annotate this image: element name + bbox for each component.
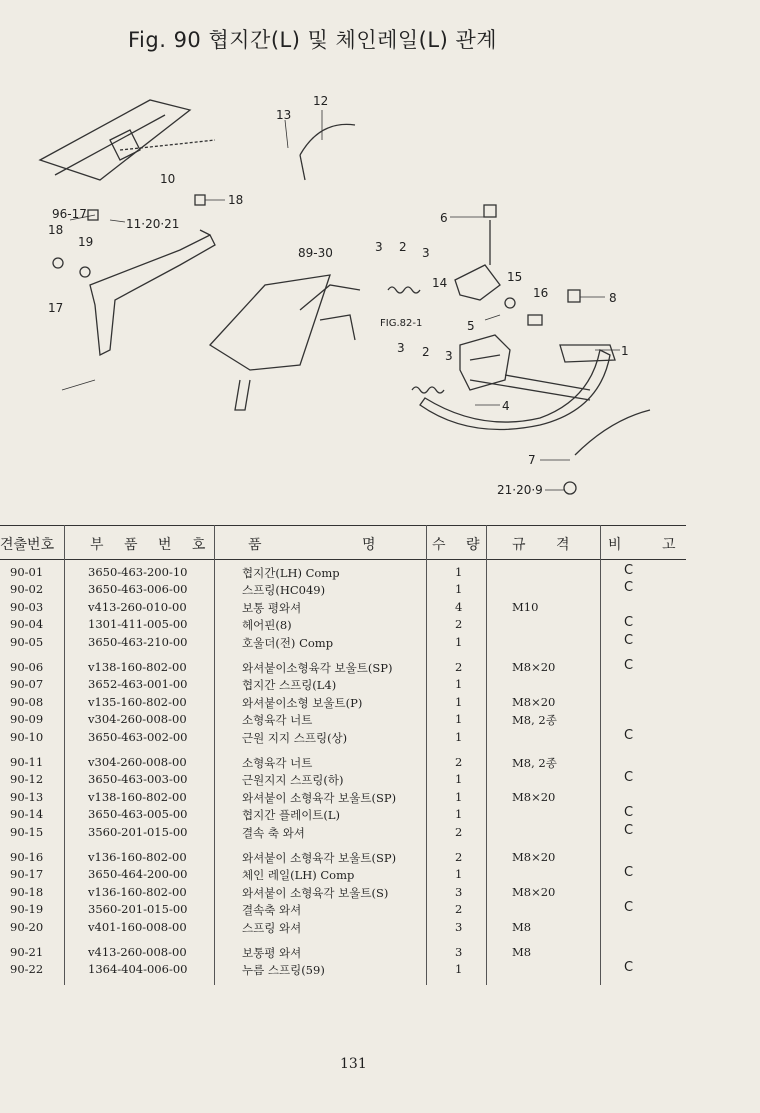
table-row (0, 677, 686, 695)
callout-label: 96-17 (52, 207, 87, 221)
callout-label: 1 (621, 344, 629, 358)
quantity: 1 (455, 867, 463, 882)
part-number: v138-160-802-00 (88, 660, 187, 674)
callout-label: 19 (78, 235, 94, 249)
part-name: 근원지지 스프링(하) (242, 773, 344, 788)
quantity: 1 (455, 729, 463, 744)
specification: M8, 2종 (512, 713, 557, 728)
table-row (0, 920, 686, 938)
table-row (0, 727, 686, 748)
quantity: 1 (455, 677, 463, 692)
table-row (0, 582, 686, 600)
remark: C (624, 770, 634, 786)
table-row (0, 807, 686, 825)
table-row (0, 850, 686, 868)
header-spec: 규 격 (512, 537, 578, 553)
part-name: 헤어핀(8) (242, 618, 292, 633)
part-name: 누름 스프링(59) (242, 963, 325, 978)
quantity: 3 (455, 919, 463, 934)
specification: M8×20 (512, 884, 556, 899)
specification: M8×20 (512, 850, 556, 864)
part-number: 3650-463-005-00 (88, 807, 188, 822)
diagram-lines (40, 100, 650, 494)
quantity: 1 (455, 582, 463, 597)
table-row (0, 600, 686, 618)
quantity: 2 (455, 617, 463, 632)
header-part: 부 품 번 호 (90, 537, 214, 553)
part-index: 90-19 (10, 902, 44, 917)
part-number: v304-260-008-00 (88, 755, 187, 769)
part-name: 체인 레일(LH) Comp (242, 868, 355, 883)
table-header-rule (0, 559, 686, 560)
leader-lines (62, 110, 620, 490)
callout-label: 18 (48, 223, 64, 237)
page-number: 131 (340, 1056, 367, 1072)
part-number: 3560-201-015-00 (88, 902, 188, 917)
callout-label: 17 (48, 301, 64, 315)
specification: M8, 2종 (512, 756, 557, 770)
table-row (0, 755, 686, 773)
callout-label: 8 (609, 291, 617, 305)
part-name: 협지간(LH) Comp (242, 566, 340, 580)
quantity: 1 (455, 962, 463, 977)
part-index: 90-21 (10, 945, 44, 959)
header-qty: 수 량 (432, 537, 488, 553)
part-index: 90-06 (10, 660, 44, 674)
remark: C (624, 580, 634, 596)
quantity: 1 (455, 694, 463, 709)
part-index: 90-17 (10, 867, 44, 882)
part-index: 90-10 (10, 729, 44, 744)
specification: M8×20 (512, 694, 556, 709)
remark: C (624, 632, 634, 648)
header-name: 품 명 (248, 537, 384, 553)
table-row (0, 822, 686, 843)
specification: M8 (512, 919, 532, 934)
remark: C (624, 900, 634, 916)
part-number: v136-160-802-00 (88, 850, 187, 864)
remark: C (624, 563, 634, 578)
part-name: 와셔붙이소형육각 보울트(SP) (242, 661, 393, 675)
part-number: 3650-463-200-10 (88, 565, 188, 579)
quantity: 1 (455, 807, 463, 822)
part-name: 와셔붙이 소형육각 보울트(S) (242, 885, 389, 900)
table-row (0, 902, 686, 920)
part-number: v401-160-008-00 (88, 919, 187, 934)
part-name: 소형육각 너트 (242, 756, 313, 770)
callout-label: FIG.82-1 (380, 318, 423, 329)
quantity: 2 (455, 824, 463, 839)
part-name: 근원 지지 스프링(상) (242, 730, 348, 745)
specification: M8×20 (512, 660, 556, 674)
part-name: 협지간 스프링(L4) (242, 678, 337, 693)
part-index: 90-05 (10, 634, 44, 649)
callout-label: 7 (528, 453, 536, 467)
remark: C (624, 615, 634, 631)
part-index: 90-20 (10, 919, 44, 934)
part-name: 소형육각 너트 (242, 713, 313, 728)
quantity: 2 (455, 660, 463, 674)
part-index: 90-22 (10, 962, 44, 977)
quantity: 1 (455, 565, 463, 579)
part-number: v135-160-802-00 (88, 694, 187, 709)
quantity: 1 (455, 712, 463, 727)
part-index: 90-18 (10, 884, 44, 899)
part-number: 3650-464-200-00 (88, 867, 188, 882)
part-number: 3650-463-002-00 (88, 729, 188, 744)
table-row (0, 712, 686, 730)
specification: M10 (512, 599, 539, 614)
callout-label: 12 (313, 94, 329, 108)
table-row (0, 660, 686, 678)
remark: C (624, 960, 634, 976)
part-name: 와셔붙이 소형육각 보울트(SP) (242, 851, 397, 865)
part-number: 3560-201-015-00 (88, 824, 188, 839)
callout-label: 16 (533, 286, 549, 300)
quantity: 3 (455, 945, 463, 959)
quantity: 1 (455, 634, 463, 649)
remark: C (624, 805, 634, 821)
part-index: 90-14 (10, 807, 44, 822)
quantity: 2 (455, 755, 463, 769)
remark: C (624, 658, 634, 673)
remark: C (624, 865, 634, 881)
table-row (0, 885, 686, 903)
quantity: 2 (455, 902, 463, 917)
diagram-svg (0, 80, 760, 520)
callout-label: 89-30 (298, 246, 333, 260)
table-row (0, 945, 686, 963)
table-row (0, 772, 686, 790)
part-index: 90-09 (10, 712, 44, 727)
part-number: 1364-404-006-00 (88, 962, 188, 977)
specification: M8 (512, 945, 532, 959)
part-index: 90-03 (10, 599, 44, 614)
quantity: 4 (455, 599, 463, 614)
figure-title: Fig. 90 협지간(L) 및 체인레일(L) 관계 (128, 28, 498, 52)
callout-label: 3 (422, 246, 430, 260)
part-name: 와셔붙이소형 보울트(P) (242, 695, 363, 710)
table-row (0, 962, 686, 980)
part-number: v136-160-802-00 (88, 884, 187, 899)
callout-label: 3 (445, 349, 453, 363)
callout-label: 3 (375, 240, 383, 254)
quantity: 1 (455, 789, 463, 804)
part-name: 와셔붙이 소형육각 보울트(SP) (242, 790, 397, 805)
callout-label: 2 (399, 240, 407, 254)
table-row (0, 867, 686, 885)
table-top-rule (0, 525, 686, 526)
table-row (0, 790, 686, 808)
part-index: 90-01 (10, 565, 44, 579)
header-no: 견출번호 (0, 537, 55, 553)
part-number: v413-260-008-00 (88, 945, 187, 959)
callout-label: 13 (276, 108, 292, 122)
part-index: 90-15 (10, 824, 44, 839)
part-index: 90-08 (10, 694, 44, 709)
part-name: 스프링 와셔 (242, 920, 302, 935)
table-header (0, 531, 686, 557)
table-row (0, 565, 686, 583)
part-index: 90-02 (10, 582, 44, 597)
table-row (0, 632, 686, 653)
callout-label: 18 (228, 193, 244, 207)
remark: C (624, 822, 634, 838)
part-name: 결속 축 와셔 (242, 825, 305, 840)
exploded-parts-diagram (0, 80, 760, 520)
quantity: 3 (455, 884, 463, 899)
part-name: 결속축 와셔 (242, 903, 302, 918)
callout-label: 14 (432, 276, 448, 290)
part-name: 호울더(전) Comp (242, 635, 334, 650)
callout-label: 4 (502, 399, 510, 413)
part-number: 3652-463-001-00 (88, 677, 188, 692)
specification: M8×20 (512, 789, 556, 804)
callout-label: 11·20·21 (126, 217, 180, 231)
part-number: v413-260-010-00 (88, 599, 187, 614)
callout-label: 5 (467, 319, 475, 333)
header-note: 비 고 (608, 537, 684, 553)
quantity: 1 (455, 772, 463, 787)
part-index: 90-16 (10, 850, 44, 864)
part-index: 90-12 (10, 772, 44, 787)
part-number: v304-260-008-00 (88, 712, 187, 727)
table-row (0, 695, 686, 713)
part-index: 90-04 (10, 617, 44, 632)
table-row (0, 617, 686, 635)
part-name: 보통 평와셔 (242, 600, 302, 615)
callout-label: 10 (160, 172, 176, 186)
part-number: 1301-411-005-00 (88, 617, 188, 632)
remark: C (624, 727, 634, 743)
part-index: 90-13 (10, 789, 44, 804)
callout-label: 15 (507, 270, 523, 284)
part-number: 3650-463-006-00 (88, 582, 188, 597)
quantity: 2 (455, 850, 463, 864)
part-name: 보통평 와셔 (242, 946, 302, 960)
part-index: 90-11 (10, 755, 44, 769)
callout-label: 3 (397, 341, 405, 355)
part-name: 협지간 플레이트(L) (242, 808, 341, 823)
callout-label: 21·20·9 (497, 483, 543, 497)
part-number: v138-160-802-00 (88, 789, 187, 804)
diagram-callouts (48, 94, 629, 497)
part-number: 3650-463-210-00 (88, 634, 188, 649)
part-name: 스프링(HC049) (242, 583, 326, 598)
callout-label: 2 (422, 345, 430, 359)
part-number: 3650-463-003-00 (88, 772, 188, 787)
callout-label: 6 (440, 211, 448, 225)
part-index: 90-07 (10, 677, 44, 692)
